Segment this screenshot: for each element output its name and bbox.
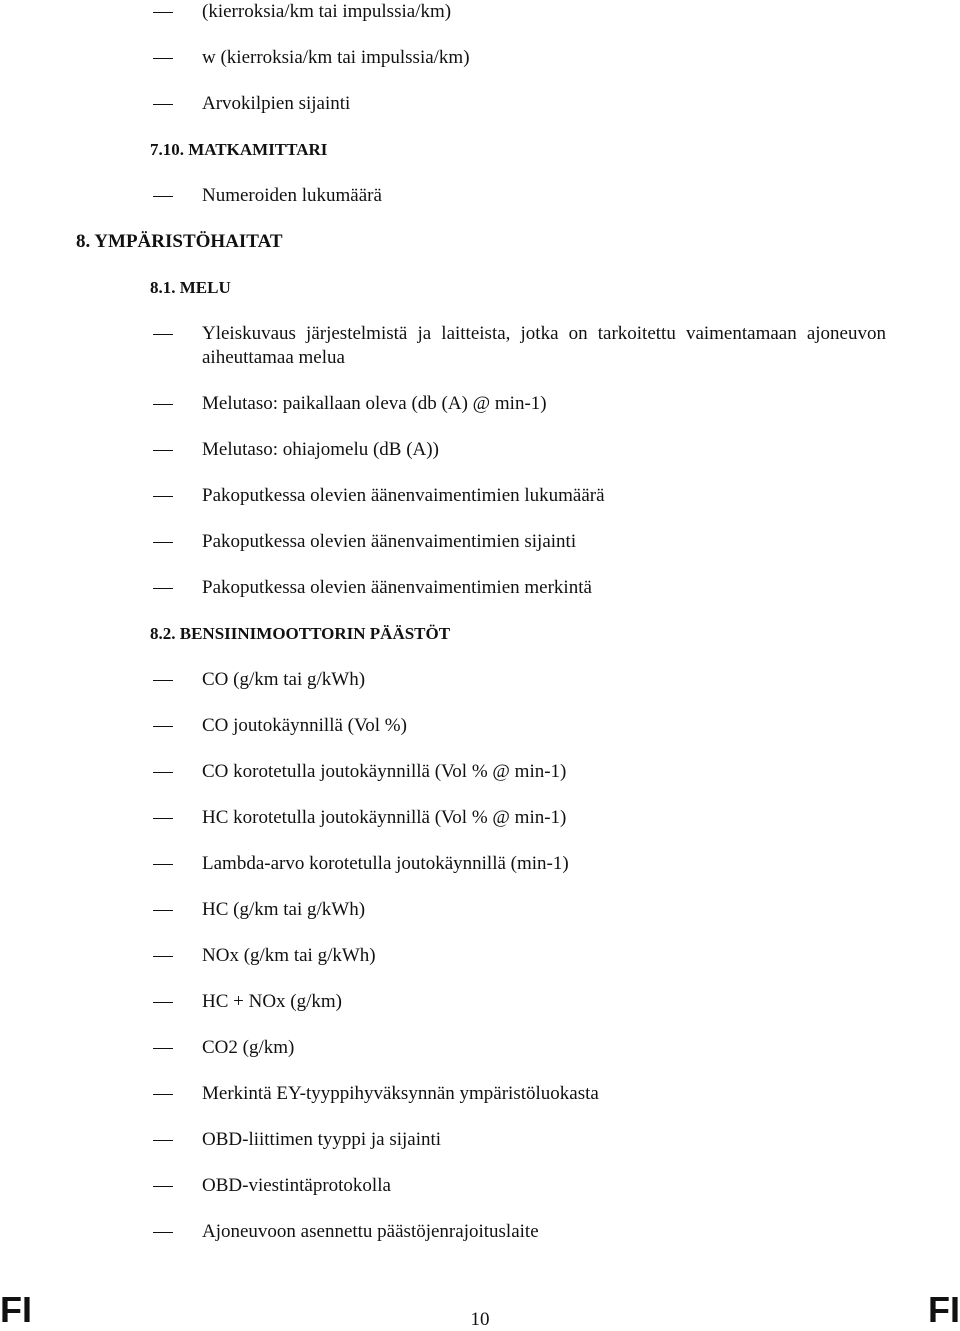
section-number: 8.2. [150, 624, 176, 643]
section-heading-8-1 [150, 276, 231, 300]
dash-bullet [153, 196, 173, 197]
list-item-text: Merkintä EY-tyyppihyväksynnän ympäristöluokasta [202, 1083, 599, 1104]
dash-bullet [153, 772, 173, 773]
dash-bullet [153, 12, 173, 13]
list-item-text: NOx (g/km tai g/kWh) [202, 945, 376, 966]
dash-bullet [153, 1094, 173, 1095]
dash-bullet [153, 956, 173, 957]
footer-language-left: FI [0, 1289, 32, 1330]
dash-bullet [153, 910, 173, 911]
dash-bullet [153, 680, 173, 681]
dash-bullet [153, 404, 173, 405]
list-item-text: OBD-viestintäprotokolla [202, 1175, 391, 1196]
dash-bullet [153, 496, 173, 497]
dash-bullet [153, 334, 173, 335]
section-heading-8-2 [150, 622, 450, 646]
section-number: 8.1. [150, 278, 176, 297]
dash-bullet [153, 1140, 173, 1141]
list-item-text: Yleiskuvaus järjestelmistä ja laitteista, jotka on tarkoitettu vaimentamaan ajoneuvon aiheuttamaa melua [202, 323, 886, 368]
list-item-text: OBD-liittimen tyyppi ja sijainti [202, 1129, 442, 1150]
section-heading-7-10 [150, 138, 327, 162]
dash-bullet [153, 1048, 173, 1049]
dash-bullet [153, 864, 173, 865]
list-item-text: CO joutokäynnillä (Vol %) [202, 715, 407, 736]
list-item-text: CO korotetulla joutokäynnillä (Vol % @ min-1) [202, 761, 567, 782]
list-item-text: (kierroksia/km tai impulssia/km) [202, 1, 452, 22]
list-item-text: Lambda-arvo korotetulla joutokäynnillä (min-1) [202, 853, 569, 874]
list-item-text: HC (g/km tai g/kWh) [202, 899, 366, 920]
footer-language-right: FI [928, 1289, 960, 1330]
dash-bullet [153, 104, 173, 105]
list-item-text: Arvokilpien sijainti [202, 93, 351, 114]
page-number: 10 [470, 1309, 490, 1330]
list-item-text: Pakoputkessa olevien äänenvaimentimien sijainti [202, 531, 577, 552]
dash-bullet [153, 58, 173, 59]
dash-bullet [153, 818, 173, 819]
section-title: MELU [179, 278, 231, 297]
list-item-text: w (kierroksia/km tai impulssia/km) [202, 47, 470, 68]
section-title: MATKAMITTARI [188, 140, 328, 159]
list-item-text: CO2 (g/km) [202, 1037, 295, 1058]
list-item-text: CO (g/km tai g/kWh) [202, 669, 366, 690]
list-item-text: Melutaso: ohiajomelu (dB (A)) [202, 439, 439, 460]
dash-bullet [153, 1186, 173, 1187]
list-item-text: Numeroiden lukumäärä [202, 185, 382, 206]
dash-bullet [153, 726, 173, 727]
dash-bullet [153, 1002, 173, 1003]
dash-bullet [153, 542, 173, 543]
section-title: BENSIINIMOOTTORIN PÄÄSTÖT [179, 624, 451, 643]
list-item-text: Pakoputkessa olevien äänenvaimentimien merkintä [202, 577, 592, 598]
list-item-text: Ajoneuvoon asennettu päästöjenrajoituslaite [202, 1221, 539, 1242]
section-number: 7.10. [150, 140, 184, 159]
list-item-text: HC korotetulla joutokäynnillä (Vol % @ min-1) [202, 807, 567, 828]
list-item-text: Melutaso: paikallaan oleva (db (A) @ min-1) [202, 393, 547, 414]
chapter-heading: 8. YMPÄRISTÖHAITAT [76, 231, 283, 252]
list-item-text: Pakoputkessa olevien äänenvaimentimien lukumäärä [202, 485, 605, 506]
dash-bullet [153, 1232, 173, 1233]
dash-bullet [153, 588, 173, 589]
list-item-text: HC + NOx (g/km) [202, 991, 343, 1012]
dash-bullet [153, 450, 173, 451]
